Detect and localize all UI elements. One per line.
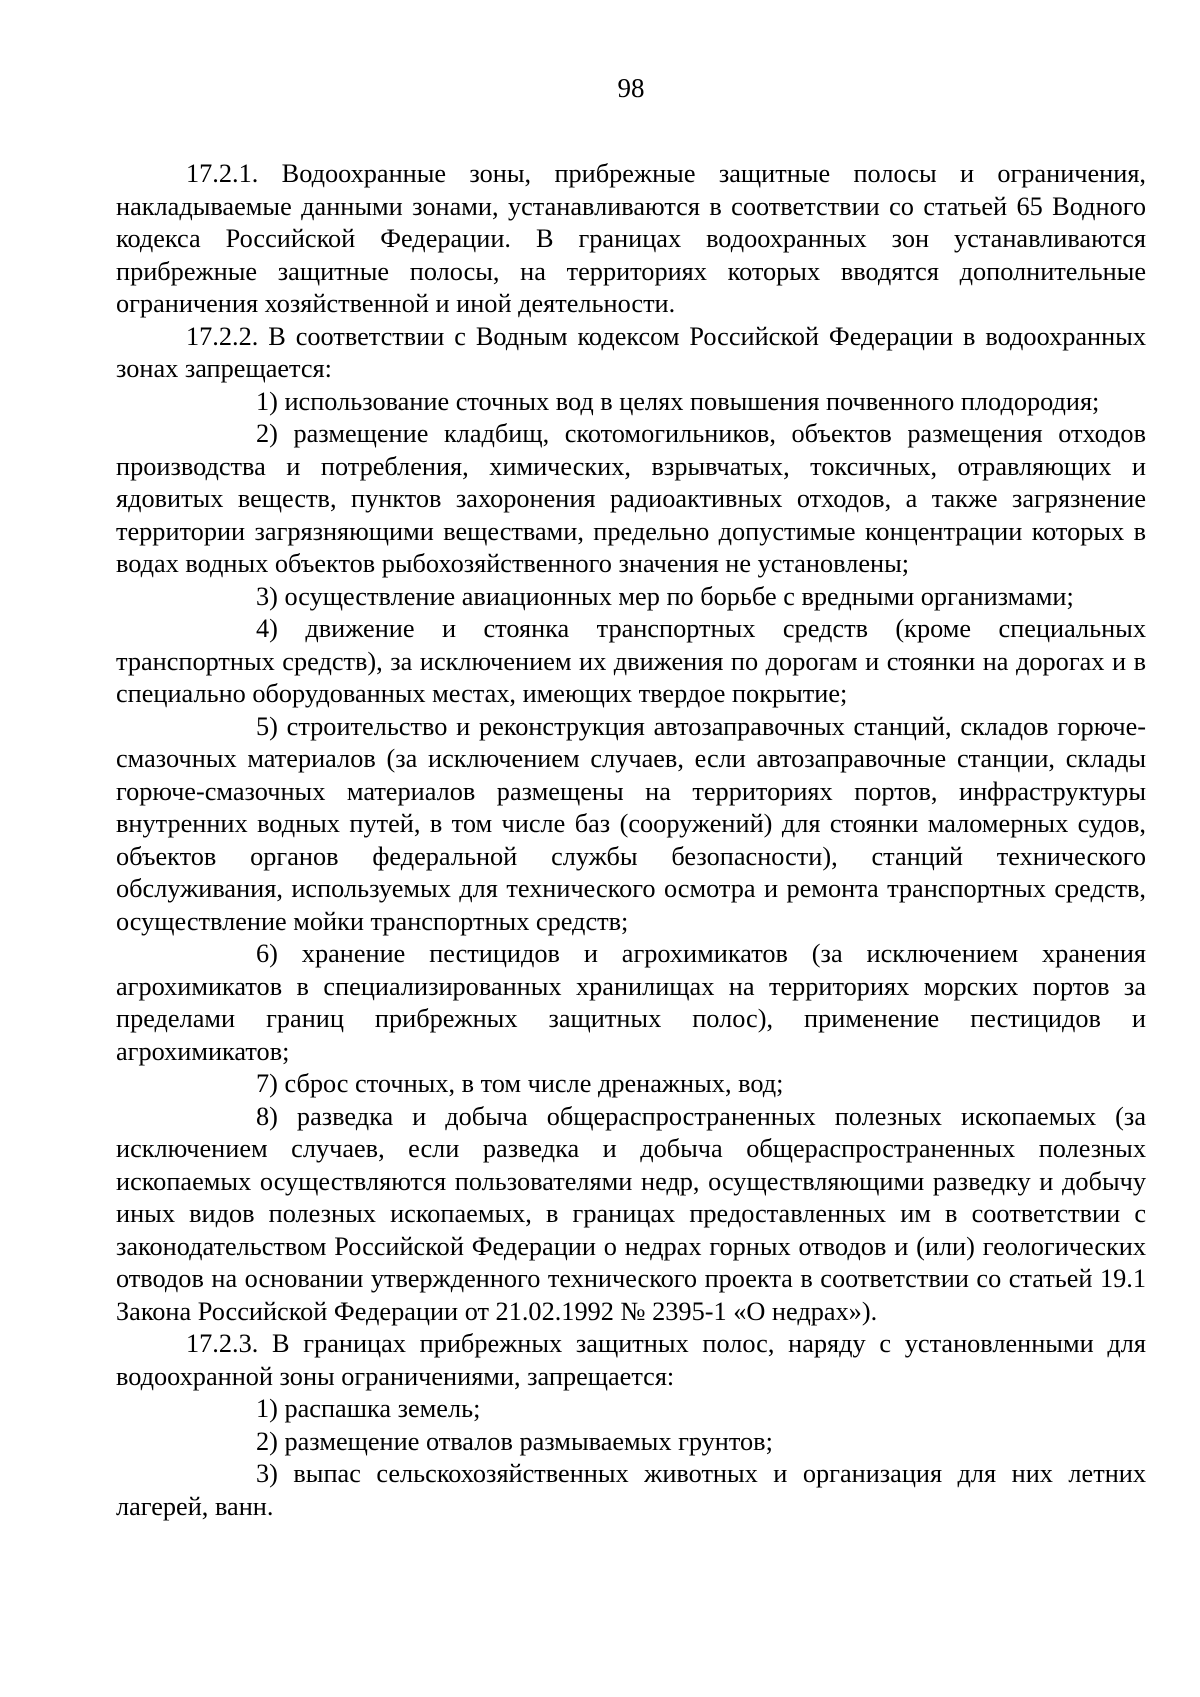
list-item-text: выпас сельскохозяйственных животных и организация для них летних лагерей, ванн. bbox=[116, 1459, 1146, 1521]
page-number: 98 bbox=[617, 73, 645, 103]
list-item bbox=[116, 1426, 1146, 1459]
list-item bbox=[116, 418, 1146, 581]
list-item bbox=[116, 1101, 1146, 1329]
list-item-number: 2) bbox=[256, 419, 278, 448]
list-item-text: хранение пестицидов и агрохимикатов (за исключением хранения агрохимикатов в специализированных хранилищах на территориях морских портов за пределами границ прибрежных защитных полос), применение пестицидов и агрохимикатов; bbox=[116, 939, 1146, 1066]
paragraph-17-2-1: 17.2.1. Водоохранные зоны, прибрежные защитные полосы и ограничения, накладываемые данными зонами, устанавливаются в соответствии со статьей 65 Водного кодекса Российской Федерации. В границах водоохранных зон устанавливаются прибрежные защитные полосы, на территориях которых вводятся дополнительные ограничения хозяйственной и иной деятельности. bbox=[116, 159, 1146, 318]
prohibitions-list-water-zones bbox=[116, 386, 1146, 1329]
list-item-number: 6) bbox=[256, 939, 278, 968]
list-item bbox=[116, 1393, 1146, 1426]
list-item-number: 1) bbox=[256, 1394, 278, 1423]
list-item bbox=[116, 1458, 1146, 1523]
list-item-number: 1) bbox=[256, 386, 278, 416]
list-item bbox=[116, 581, 1146, 614]
list-item bbox=[116, 613, 1146, 711]
list-item-number: 4) bbox=[256, 614, 278, 643]
list-item-text: распашка земель; bbox=[284, 1394, 481, 1423]
list-item-number: 5) bbox=[256, 711, 278, 741]
paragraph-17-2-3: 17.2.3. В границах прибрежных защитных полос, наряду с установленными для водоохранной зоны ограничениями, запрещается: bbox=[116, 1329, 1146, 1391]
list-item-number: 3) bbox=[256, 1459, 278, 1488]
prohibitions-list-coastal-strips bbox=[116, 1393, 1146, 1523]
list-item-text: движение и стоянка транспортных средств (кроме специальных транспортных средств), за исключением их движения по дорогам и стоянки на дорогах и в специально оборудованных местах, имеющих твердое покрытие; bbox=[116, 614, 1146, 708]
list-item-number: 7) bbox=[256, 1069, 278, 1098]
list-item-number: 8) bbox=[256, 1101, 278, 1131]
list-item bbox=[116, 1068, 1146, 1101]
list-item-text: осуществление авиационных мер по борьбе с вредными организмами; bbox=[284, 581, 1074, 611]
list-item-number: 3) bbox=[256, 581, 278, 611]
list-item-text: размещение отвалов размываемых грунтов; bbox=[284, 1426, 773, 1456]
list-item-text: размещение кладбищ, скотомогильников, объектов размещения отходов производства и потребления, химических, взрывчатых, токсичных, отравляющих и ядовитых веществ, пунктов захоронения радиоактивных отходов, а также загрязнение территории загрязняющими веществами, предельно допустимые концентрации которых в водах водных объектов рыбохозяйственного значения не установлены; bbox=[116, 419, 1146, 578]
list-item-text: строительство и реконструкция автозаправочных станций, складов горюче-смазочных материалов (за исключением случаев, если автозаправочные станции, склады горюче-смазочных материалов размещены на территориях портов, инфраструктуры внутренних водных путей, в том числе баз (сооружений) для стоянки маломерных судов, объектов органов федеральной службы безопасности), станций технического обслуживания, используемых для технического осмотра и ремонта транспортных средств, осуществление мойки транспортных средств; bbox=[116, 711, 1146, 936]
list-item bbox=[116, 386, 1146, 419]
list-item-text: сброс сточных, в том числе дренажных, вод; bbox=[284, 1069, 784, 1098]
list-item-text: разведка и добыча общераспространенных полезных ископаемых (за исключением случаев, если разведка и добыча общераспространенных полезных ископаемых осуществляются пользователями недр, осуществляющими разведку и добычу иных видов полезных ископаемых, в границах предоставленных им в соответствии с законодательством Российской Федерации о недрах горных отводов и (или) геологических отводов на основании утвержденного технического проекта в соответствии со статьей 19.1 Закона Российской Федерации от 21.02.1992 № 2395-1 «О недрах»). bbox=[116, 1101, 1146, 1326]
paragraph-17-2-2: 17.2.2. В соответствии с Водным кодексом Российской Федерации в водоохранных зонах запрещается: bbox=[116, 321, 1146, 383]
list-item-number: 2) bbox=[256, 1426, 278, 1456]
list-item-text: использование сточных вод в целях повышения почвенного плодородия; bbox=[284, 386, 1100, 416]
list-item bbox=[116, 938, 1146, 1068]
list-item bbox=[116, 711, 1146, 939]
